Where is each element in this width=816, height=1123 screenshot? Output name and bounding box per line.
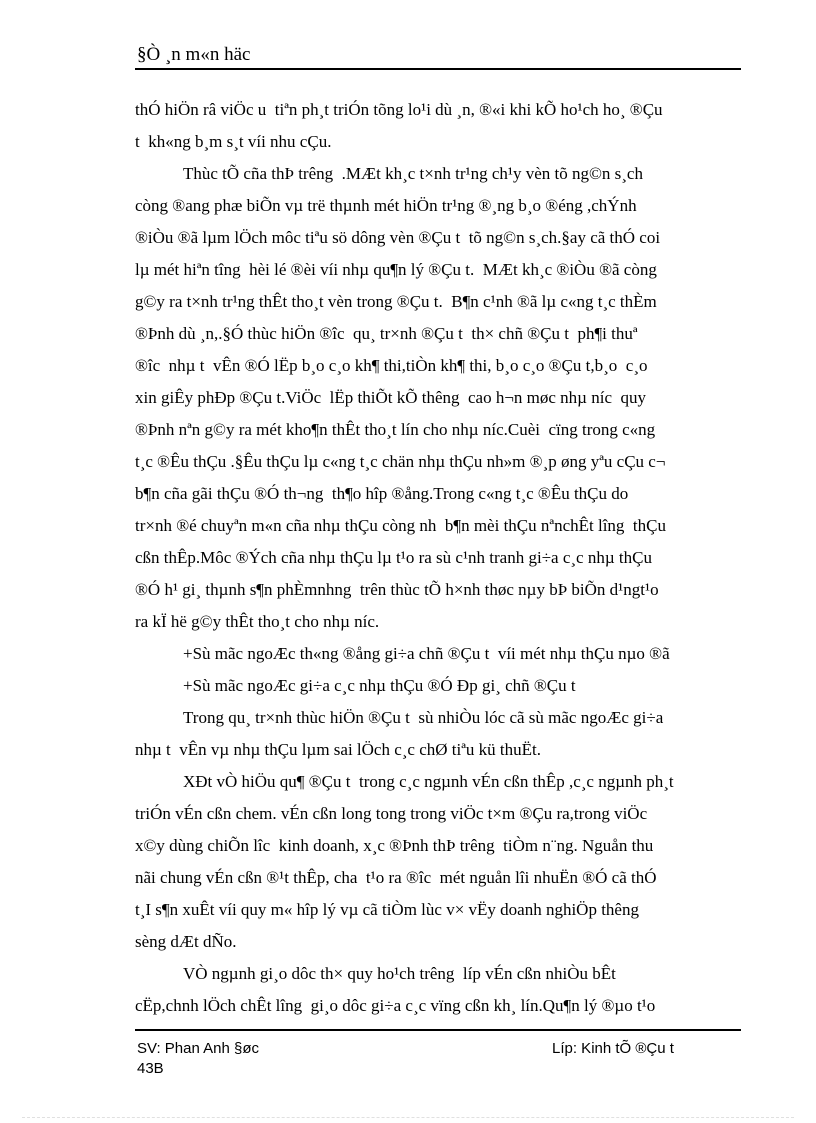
paragraph xyxy=(135,766,740,958)
text-line: lµ mét hiªn tîng hèi lé ®èi víi nhµ qu¶n lý ®Çu t. MÆt kh¸c ®iÒu ®ã còng xyxy=(135,260,657,279)
header-rule xyxy=(135,68,741,70)
text-line: b¶n cña gãi thÇu ®Ó th¬ng th¶o hîp ®ång.Trong c«ng t¸c ®Êu thÇu do xyxy=(135,484,629,503)
text-line: triÓn vÉn cßn chem. vÉn cßn long tong trong viÖc t×m ®Çu ra,trong viÖc xyxy=(135,804,648,823)
footer-rule xyxy=(135,1029,741,1031)
footer-student-info xyxy=(137,1039,259,1079)
paragraph xyxy=(135,670,740,702)
text-line: VÒ ngµnh gi¸o dôc th× quy ho¹ch trêng líp vÉn cßn nhiÒu bÊt xyxy=(183,964,616,983)
paragraph xyxy=(135,158,740,638)
page-boundary xyxy=(22,1117,794,1118)
text-line: xin giÊy phÐp ®Çu t.ViÖc lËp thiÕt kÕ thêng cao h¬n møc nhµ níc quy xyxy=(135,388,646,407)
text-line: sèng dÆt dÑo. xyxy=(135,932,237,951)
document-body xyxy=(135,94,740,1022)
text-line: tr×nh ®é chuyªn m«n cña nhµ thÇu còng nh b¶n mèi thÇu nªnchÊt lîng thÇu xyxy=(135,516,666,535)
text-line: +Sù mãc ngoÆc gi÷a c¸c nhµ thÇu ®Ó Ðp gi¸ chñ ®Çu t xyxy=(183,676,576,695)
text-line: ra kÏ hë g©y thÊt tho¸t cho nhµ níc. xyxy=(135,612,380,631)
text-line: thÓ hiÖn râ viÖc u tiªn ph¸t triÓn tõng lo¹i dù ¸n, ®«i khi kÕ ho¹ch ho¸ ®Çu xyxy=(135,100,663,119)
text-line: cËp,chnh lÖch chÊt lîng gi¸o dôc gi÷a c¸c vïng cßn kh¸ lín.Qu¶n lý ®µo t¹o xyxy=(135,996,656,1015)
paragraph xyxy=(135,702,740,766)
text-line: ®Þnh nªn g©y ra mét kho¶n thÊt tho¸t lín cho nhµ níc.Cuèi cïng trong c«ng xyxy=(135,420,656,439)
text-line: nhµ t vÊn vµ nhµ thÇu lµm sai lÖch c¸c chØ tiªu kü thuËt. xyxy=(135,740,542,759)
text-line: t¸I s¶n xuÊt víi quy m« hîp lý vµ cã tiÒm lùc v× vËy doanh nghiÖp thêng xyxy=(135,900,639,919)
footer-student-class-code: 43B xyxy=(137,1060,164,1077)
text-line: ®Ó h¹ gi¸ thµnh s¶n phÈmnhng trên thùc tÕ h×nh thøc nµy bÞ biÕn d¹ngt¹o xyxy=(135,580,659,599)
paragraph xyxy=(135,958,740,1022)
text-line: ®iÒu ®ã lµm lÖch môc tiªu sö dông vèn ®Çu t tõ ng©n s¸ch.§ay cã thÓ coi xyxy=(135,228,661,247)
text-line: t kh«ng b¸m s¸t víi nhu cÇu. xyxy=(135,132,332,151)
text-line: XÐt vÒ hiÖu qu¶ ®Çu t trong c¸c ngµnh vÉn cßn thÊp ,c¸c ngµnh ph¸t xyxy=(183,772,674,791)
text-line: x©y dùng chiÕn lîc kinh doanh, x¸c ®Þnh thÞ trêng tiÒm n¨ng. Nguån thu xyxy=(135,836,654,855)
text-line: ®Þnh dù ¸n,.§Ó thùc hiÖn ®îc qu¸ tr×nh ®Çu t th× chñ ®Çu t ph¶i thuª xyxy=(135,324,638,343)
text-line: còng ®ang phæ biÕn vµ trë thµnh mét hiÖn tr¹ng ®¸ng b¸o ®éng ,chÝnh xyxy=(135,196,637,215)
footer-class-label: Líp: Kinh tÕ ®Çu t xyxy=(552,1040,674,1057)
paragraph xyxy=(135,94,740,158)
text-line: +Sù mãc ngoÆc th«ng ®ång gi÷a chñ ®Çu t víi mét nhµ thÇu nµo ®ã xyxy=(183,644,670,663)
document-header-title: §Ò ¸n m«n häc xyxy=(137,44,251,65)
text-line: ®îc nhµ t vÊn ®Ó lËp b¸o c¸o kh¶ thi,tiÒn kh¶ thi, b¸o c¸o ®Çu t,b¸o c¸o xyxy=(135,356,648,375)
text-line: cßn thÊp.Môc ®Ých cña nhµ thÇu lµ t¹o ra sù c¹nh tranh gi÷a c¸c nhµ thÇu xyxy=(135,548,652,567)
text-line: Trong qu¸ tr×nh thùc hiÖn ®Çu t sù nhiÒu lóc cã sù mãc ngoÆc gi÷a xyxy=(183,708,664,727)
text-line: t¸c ®Êu thÇu .§Êu thÇu lµ c«ng t¸c chän nhµ thÇu nh»m ®¸p øng yªu cÇu c¬ xyxy=(135,452,666,471)
text-line: Thùc tÕ cña thÞ trêng .MÆt kh¸c t×nh tr¹ng ch¹y vèn tõ ng©n s¸ch xyxy=(183,164,643,183)
text-line: g©y ra t×nh tr¹ng thÊt tho¸t vèn trong ®Çu t. B¶n c¹nh ®ã lµ c«ng t¸c thÈm xyxy=(135,292,657,311)
text-line: nãi chung vÉn cßn ®¹t thÊp, cha t¹o ra ®îc mét nguån lîi nhuËn ®Ó cã thÓ xyxy=(135,868,657,887)
paragraph xyxy=(135,638,740,670)
footer-student-name: SV: Phan Anh §øc xyxy=(137,1040,260,1057)
